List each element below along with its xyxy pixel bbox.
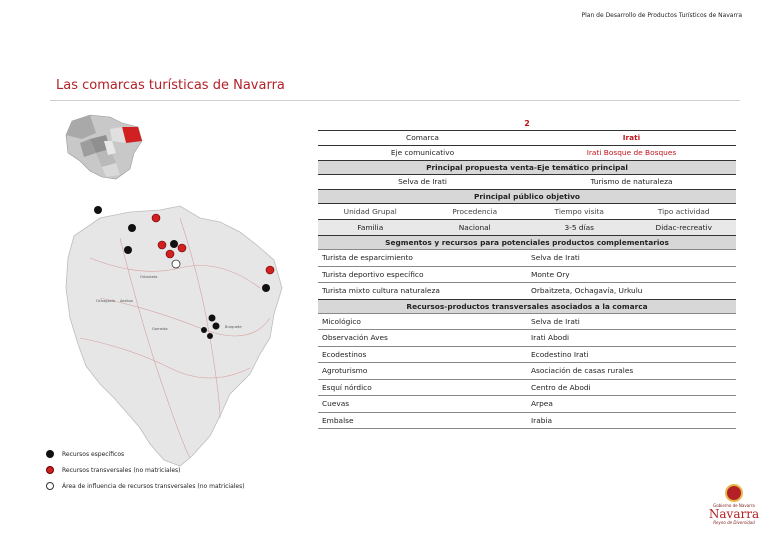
band-publico: Principal público objetivo bbox=[318, 189, 736, 203]
legend-label: Área de influencia de recursos transversales (no matriciales) bbox=[62, 482, 245, 490]
segmento-name: Turista deportivo específico bbox=[322, 269, 424, 279]
recurso-row bbox=[318, 313, 736, 330]
white-dot-icon bbox=[46, 482, 54, 490]
eje-label: Eje comunicativo bbox=[390, 148, 455, 157]
comarca-number: 2 bbox=[524, 119, 530, 128]
publico-value-row bbox=[318, 219, 736, 235]
eje-value: Irati Bosque de Bosques bbox=[586, 148, 677, 157]
recurso-type: Cuevas bbox=[322, 399, 350, 408]
red-dot-icon bbox=[46, 466, 54, 474]
publico-value: Nacional bbox=[423, 220, 528, 235]
band-recursos: Recursos-productos transversales asociados a la comarca bbox=[318, 299, 736, 313]
publico-value: Didac-recreativ bbox=[632, 220, 737, 235]
document-header: Plan de Desarrollo de Productos Turísticos de Navarra bbox=[581, 12, 742, 19]
black-dot-icon bbox=[46, 450, 54, 458]
comarca-row bbox=[318, 130, 736, 145]
propuesta-row bbox=[318, 174, 736, 189]
recurso-row bbox=[318, 346, 736, 363]
publico-header-row bbox=[318, 203, 736, 219]
legend-label: Recursos transversales (no matriciales) bbox=[62, 466, 181, 474]
segmento-resource: Orbaitzeta, Ochagavía, Urkulu bbox=[531, 286, 643, 295]
page-title: Las comarcas turísticas de Navarra bbox=[56, 78, 285, 93]
recurso-row bbox=[318, 329, 736, 346]
resource-dot bbox=[262, 284, 270, 292]
resource-dot bbox=[166, 250, 174, 258]
recurso-resource: Irati Abodi bbox=[531, 333, 570, 342]
recurso-resource: Irabia bbox=[531, 415, 553, 425]
publico-header: Tipo actividad bbox=[657, 207, 710, 216]
recurso-type: Agroturismo bbox=[322, 366, 368, 375]
recurso-row bbox=[318, 379, 736, 396]
legend-item bbox=[46, 446, 245, 462]
segmento-name: Turista mixto cultura naturaleza bbox=[322, 286, 440, 295]
publico-value: Familia bbox=[318, 220, 423, 235]
recurso-resource: Arpea bbox=[531, 399, 553, 408]
mini-locator-map bbox=[60, 113, 150, 183]
publico-header: Tiempo visita bbox=[554, 207, 604, 216]
resource-dot bbox=[152, 214, 160, 222]
recurso-type: Embalse bbox=[322, 415, 354, 425]
recurso-row bbox=[318, 395, 736, 412]
map-label-0: Orbaizeta bbox=[140, 275, 158, 279]
eje-row bbox=[318, 145, 736, 160]
resource-dot bbox=[201, 327, 207, 333]
recurso-type: Observación Aves bbox=[322, 333, 388, 342]
segmento-name: Turista de esparcimiento bbox=[322, 253, 413, 262]
band-propuesta: Principal propuesta venta-Eje temático principal bbox=[318, 160, 736, 174]
map-label-3: Garralda bbox=[152, 327, 168, 331]
resource-dot bbox=[128, 224, 136, 232]
recurso-resource: Selva de Irati bbox=[531, 316, 580, 326]
recurso-row bbox=[318, 412, 736, 430]
resource-dot bbox=[124, 246, 132, 254]
resource-dot bbox=[178, 244, 186, 252]
resource-dot bbox=[172, 260, 180, 268]
resource-dot bbox=[94, 206, 102, 214]
resource-dot bbox=[213, 323, 220, 330]
band-segmentos: Segmentos y recursos para potenciales productos complementarios bbox=[318, 235, 736, 249]
crest-icon bbox=[725, 484, 743, 502]
segmento-resource: Selva de Irati bbox=[531, 253, 580, 262]
navarra-logo bbox=[704, 484, 764, 525]
map-label-1: Ochagavía bbox=[96, 299, 116, 303]
recurso-type: Micológico bbox=[322, 316, 361, 326]
recurso-resource: Ecodestino Irati bbox=[531, 349, 589, 359]
resource-dot bbox=[170, 240, 178, 248]
legend-item bbox=[46, 478, 245, 494]
logo-tagline: Reyno de Diversidad bbox=[713, 520, 755, 525]
recurso-row bbox=[318, 362, 736, 379]
publico-header: Unidad Grupal bbox=[343, 207, 397, 216]
comarca-label: Comarca bbox=[406, 133, 439, 142]
logo-name: Navarra bbox=[708, 507, 760, 521]
map-label-2: Aezkoa bbox=[120, 299, 133, 303]
segmento-row bbox=[318, 249, 736, 266]
segmento-row bbox=[318, 282, 736, 299]
segmento-resource: Monte Ory bbox=[531, 269, 570, 279]
recurso-resource: Asociación de casas rurales bbox=[531, 366, 634, 375]
logo-top-text: Gobierno de Navarra bbox=[713, 503, 755, 508]
propuesta-left: Selva de Irati bbox=[398, 177, 447, 186]
legend-item bbox=[46, 462, 245, 478]
comarca-table bbox=[318, 118, 736, 429]
map-area bbox=[50, 108, 320, 438]
map-label-4: Burguete bbox=[225, 325, 242, 329]
resource-dot bbox=[207, 333, 213, 339]
segmento-row bbox=[318, 266, 736, 283]
recurso-type: Esquí nórdico bbox=[322, 382, 372, 392]
map-legend bbox=[46, 446, 245, 494]
propuesta-right: Turismo de naturaleza bbox=[590, 177, 673, 186]
recurso-resource: Centro de Abodi bbox=[531, 382, 591, 392]
publico-header: Procedencia bbox=[452, 207, 498, 216]
resource-dot bbox=[209, 315, 216, 322]
recurso-type: Ecodestinos bbox=[322, 349, 367, 359]
legend-label: Recursos específicos bbox=[62, 450, 125, 458]
title-divider bbox=[50, 100, 740, 101]
publico-value: 3-5 días bbox=[527, 220, 632, 235]
resource-dot bbox=[158, 241, 166, 249]
comarca-value: Irati bbox=[622, 133, 641, 142]
resource-dot bbox=[266, 266, 274, 274]
